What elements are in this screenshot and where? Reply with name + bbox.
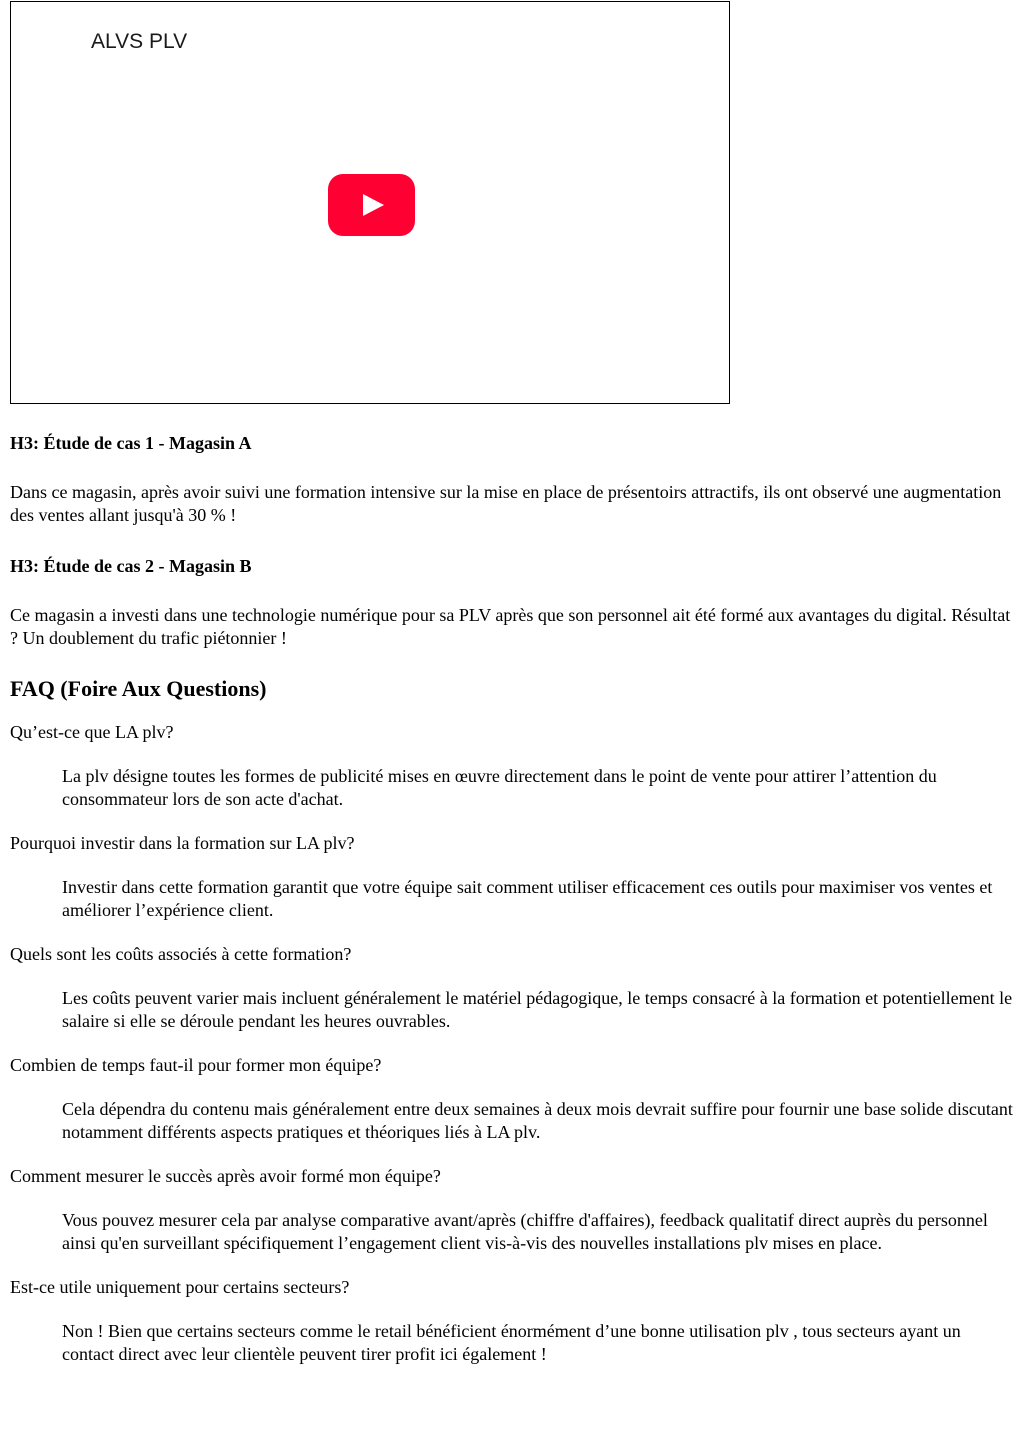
faq-question-4: Combien de temps faut-il pour former mon équipe? xyxy=(10,1055,382,1075)
play-icon xyxy=(328,174,415,236)
faq-answer-5: Vous pouvez mesurer cela par analyse comparative avant/après (chiffre d'affaires), feedback qualitatif direct auprès du personnel ainsi qu'en surveillant spécifiquement l’engagement client vis-à-vis des nouvelles installations plv mises en place. xyxy=(62,1210,988,1253)
case-study-1-text: Dans ce magasin, après avoir suivi une formation intensive sur la mise en place de présentoirs attractifs, ils ont observé une augmentation des ventes allant jusqu'à 30 % ! xyxy=(10,482,1002,525)
faq-answer-6: Non ! Bien que certains secteurs comme le retail bénéficient énormément d’une bonne utilisation plv , tous secteurs ayant un contact direct avec leur clientèle peuvent tirer profit ici également ! xyxy=(62,1321,961,1364)
faq-question-6: Est-ce utile uniquement pour certains secteurs? xyxy=(10,1277,350,1297)
faq-answer-1: La plv désigne toutes les formes de publicité mises en œuvre directement dans le point de vente pour attirer l’attention du consommateur lors de son acte d'achat. xyxy=(62,766,937,809)
faq-list xyxy=(10,721,1014,1366)
faq-question-3: Quels sont les coûts associés à cette formation? xyxy=(10,944,352,964)
faq-question-5: Comment mesurer le succès après avoir formé mon équipe? xyxy=(10,1166,441,1186)
video-title[interactable]: ALVS PLV xyxy=(91,30,188,53)
case-study-2-heading: H3: Étude de cas 2 - Magasin B xyxy=(10,556,252,576)
play-button[interactable] xyxy=(328,174,415,236)
faq-title: FAQ (Foire Aux Questions) xyxy=(10,676,267,701)
faq-answer-2: Investir dans cette formation garantit que votre équipe sait comment utiliser efficacement ces outils pour maximiser vos ventes et améliorer l’expérience client. xyxy=(62,877,993,920)
case-study-2-text: Ce magasin a investi dans une technologie numérique pour sa PLV après que son personnel ait été formé aux avantages du digital. Résultat ? Un doublement du trafic piétonnier ! xyxy=(10,605,1011,648)
faq-question-1: Qu’est-ce que LA plv? xyxy=(10,722,174,742)
article-page xyxy=(0,1,1024,1446)
faq-answer-4: Cela dépendra du contenu mais généralement entre deux semaines à deux mois devrait suffire pour fournir une base solide discutant notamment différents aspects pratiques et théoriques liés à LA plv. xyxy=(62,1099,1013,1142)
video-embed[interactable] xyxy=(10,1,730,404)
faq-question-2: Pourquoi investir dans la formation sur LA plv? xyxy=(10,833,355,853)
faq-answer-3: Les coûts peuvent varier mais incluent généralement le matériel pédagogique, le temps consacré à la formation et potentiellement le salaire si elle se déroule pendant les heures ouvrables. xyxy=(62,988,1013,1031)
case-study-1-heading: H3: Étude de cas 1 - Magasin A xyxy=(10,433,252,453)
